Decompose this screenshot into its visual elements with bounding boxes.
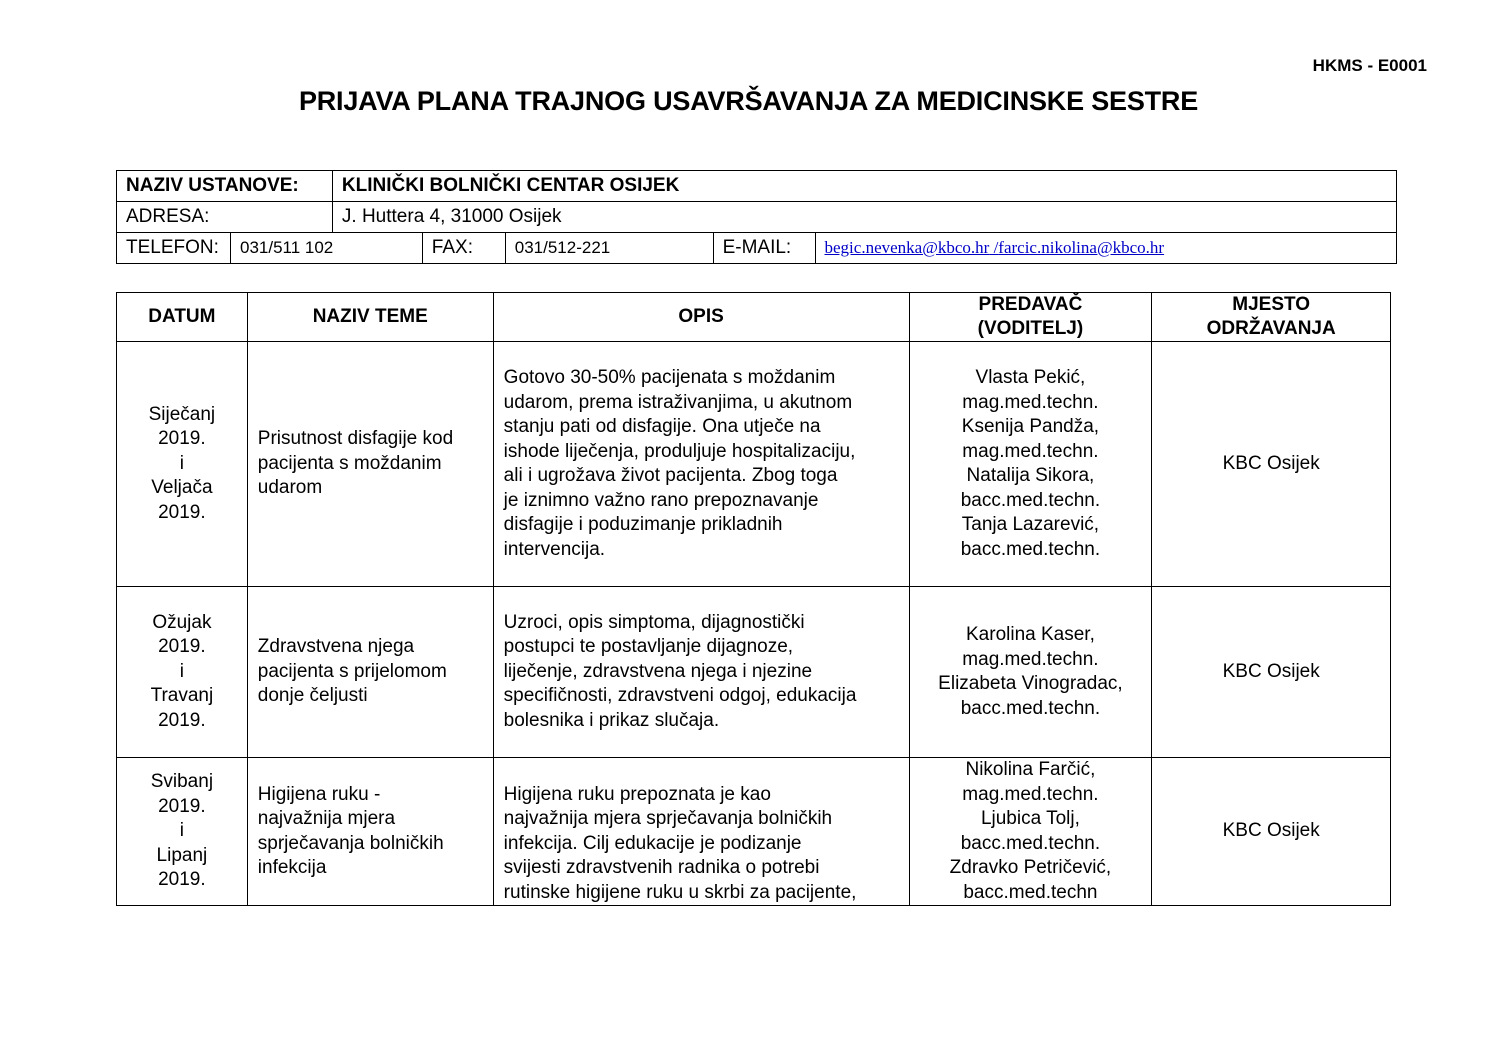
phone-label: TELEFON: — [117, 233, 231, 264]
plan-header-row — [117, 293, 1391, 342]
row-place: KBC Osijek — [1152, 342, 1391, 587]
phone-value: 031/511 102 — [230, 233, 422, 264]
row-topic: Prisutnost disfagije kod pacijenta s moždanim udarom — [247, 342, 493, 587]
institution-address-row — [117, 202, 1397, 233]
row-place: KBC Osijek — [1152, 758, 1391, 906]
row-topic: Higijena ruku - najvažnija mjera sprječavanja bolničkih infekcija — [247, 758, 493, 906]
row-description: Higijena ruku prepoznata je kao najvažnija mjera sprječavanja bolničkih infekcija. Cilj edukacije je podizanje svijesti zdravstvenih radnika o potrebi rutinske higijene ruku u skrbi za pacijente, — [493, 758, 909, 906]
row-lecturer: Karolina Kaser, mag.med.techn. Elizabeta Vinogradac, bacc.med.techn. — [909, 587, 1152, 758]
institution-contact-row — [117, 233, 1397, 264]
table-row — [117, 587, 1391, 758]
email-separator: / — [989, 238, 999, 257]
table-row — [117, 342, 1391, 587]
col-date: DATUM — [117, 293, 248, 342]
email-values — [815, 233, 1397, 264]
institution-name-row — [117, 171, 1397, 202]
col-description: OPIS — [493, 293, 909, 342]
address-value: J. Huttera 4, 31000 Osijek — [332, 202, 1396, 233]
row-date: Siječanj 2019. i Veljača 2019. — [117, 342, 248, 587]
row-description: Uzroci, opis simptoma, dijagnostički postupci te postavljanje dijagnoze, liječenje, zdravstvena njega i njezine specifičnosti, zdravstveni odgoj, edukacija bolesnika i prikaz slučaja. — [493, 587, 909, 758]
form-code: HKMS - E0001 — [1312, 56, 1427, 75]
row-lecturer: Vlasta Pekić, mag.med.techn. Ksenija Pandža, mag.med.techn. Natalija Sikora, bacc.med.techn. Tanja Lazarević, bacc.med.techn. — [909, 342, 1152, 587]
fax-label: FAX: — [422, 233, 505, 264]
address-label: ADRESA: — [117, 202, 333, 233]
col-place: MJESTO ODRŽAVANJA — [1152, 293, 1391, 342]
email-link-2[interactable]: farcic.nikolina@kbco.hr — [998, 238, 1165, 257]
education-plan-table — [116, 292, 1391, 906]
row-date: Ožujak 2019. i Travanj 2019. — [117, 587, 248, 758]
institution-name-label: NAZIV USTANOVE: — [117, 171, 333, 202]
fax-value: 031/512-221 — [505, 233, 713, 264]
row-lecturer: Nikolina Farčić, mag.med.techn. Ljubica Tolj, bacc.med.techn. Zdravko Petričević, bacc.med.techn — [909, 758, 1152, 906]
table-row — [117, 758, 1391, 906]
page-title: PRIJAVA PLANA TRAJNOG USAVRŠAVANJA ZA MEDICINSKE SESTRE — [298, 86, 1199, 116]
col-topic: NAZIV TEME — [247, 293, 493, 342]
institution-table — [116, 170, 1397, 264]
institution-name: KLINIČKI BOLNIČKI CENTAR OSIJEK — [332, 171, 1396, 202]
row-description: Gotovo 30-50% pacijenata s moždanim udarom, prema istraživanjima, u akutnom stanju pati od disfagije. Ona utječe na ishode liječenja, produljuje hospitalizaciju, ali i ugrožava život pacijenta. Zbog toga je iznimno važno rano prepoznavanje disfagije i poduzimanje prikladnih intervencija. — [493, 342, 909, 587]
email-label: E-MAIL: — [713, 233, 815, 264]
email-link-1[interactable]: begic.nevenka@kbco.hr — [824, 238, 990, 257]
row-place: KBC Osijek — [1152, 587, 1391, 758]
col-lecturer: PREDAVAČ (VODITELJ) — [909, 293, 1152, 342]
row-topic: Zdravstvena njega pacijenta s prijelomom donje čeljusti — [247, 587, 493, 758]
row-date: Svibanj 2019. i Lipanj 2019. — [117, 758, 248, 906]
